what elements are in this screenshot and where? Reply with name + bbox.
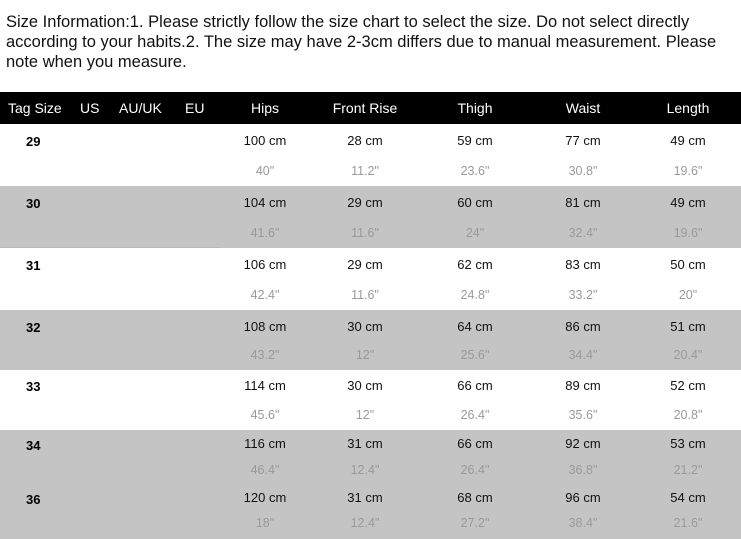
waist-cm-cell: 96 cm [565, 490, 601, 505]
header-thigh: Thigh [457, 100, 493, 116]
hips-cm-cell: 116 cm [244, 436, 286, 451]
thigh-inch-cell: 26.4" [460, 463, 490, 477]
front-rise-cm-cell: 29 cm [347, 257, 383, 272]
hips-inch-cell: 42.4" [250, 288, 280, 302]
tag-size-cell: 34 [26, 438, 41, 453]
length-inch-cell: 21.2" [673, 463, 703, 477]
header-us: US [80, 100, 100, 116]
hips-inch-cell: 46.4" [250, 463, 280, 477]
waist-cm-cell: 83 cm [565, 257, 601, 272]
length-cm-cell: 54 cm [670, 490, 706, 505]
size-information-text: Size Information:1. Please strictly follow the size chart to select the size. Do not select directly according to your habits.2. The size may have 2-3cm differs due to manual measurement. Please note when you measure. [6, 13, 717, 71]
header-front-rise: Front Rise [332, 100, 398, 116]
thigh-inch-cell: 24.8" [460, 288, 490, 302]
header-waist: Waist [565, 100, 601, 116]
waist-cm-cell: 89 cm [565, 378, 601, 393]
waist-inch-cell: 36.8" [568, 463, 598, 477]
tag-size-cell: 29 [26, 134, 41, 149]
front-rise-inch-cell: 11.6" [351, 288, 379, 302]
length-cm-cell: 52 cm [670, 378, 706, 393]
front-rise-cm-cell: 31 cm [347, 436, 383, 451]
waist-inch-cell: 30.8" [568, 164, 598, 178]
length-cm-cell: 53 cm [670, 436, 706, 451]
front-rise-inch-cell: 12" [355, 408, 375, 422]
waist-cm-cell: 77 cm [565, 133, 601, 148]
tag-size-cell: 30 [26, 196, 41, 211]
length-inch-cell: 19.6" [673, 226, 703, 240]
thigh-cm-cell: 62 cm [457, 257, 493, 272]
length-cm-cell: 50 cm [670, 257, 706, 272]
thigh-cm-cell: 60 cm [457, 195, 493, 210]
front-rise-inch-cell: 12" [355, 348, 375, 362]
thigh-inch-cell: 23.6" [460, 164, 490, 178]
front-rise-inch-cell: 11.2" [351, 164, 379, 178]
thigh-inch-cell: 25.6" [460, 348, 490, 362]
front-rise-inch-cell: 12.4" [350, 463, 380, 477]
front-rise-cm-cell: 30 cm [347, 378, 383, 393]
tag-size-cell: 31 [26, 258, 41, 273]
front-rise-cm-cell: 28 cm [347, 133, 383, 148]
front-rise-inch-cell: 11.6" [351, 226, 379, 240]
thigh-cm-cell: 68 cm [457, 490, 493, 505]
length-inch-cell: 19.6" [673, 164, 703, 178]
waist-inch-cell: 33.2" [568, 288, 598, 302]
waist-inch-cell: 32.4" [568, 226, 598, 240]
table-row [0, 186, 741, 248]
front-rise-cm-cell: 30 cm [347, 319, 383, 334]
hips-cm-cell: 120 cm [243, 490, 287, 505]
waist-cm-cell: 86 cm [565, 319, 601, 334]
header-length: Length [666, 100, 710, 116]
thigh-cm-cell: 59 cm [457, 133, 493, 148]
tag-size-cell: 32 [26, 320, 41, 335]
length-cm-cell: 49 cm [670, 195, 706, 210]
length-cm-cell: 51 cm [670, 319, 706, 334]
thigh-inch-cell: 27.2" [460, 516, 490, 530]
waist-inch-cell: 38.4" [568, 516, 598, 530]
table-row [0, 124, 741, 186]
hips-inch-cell: 43.2" [250, 348, 280, 362]
thigh-cm-cell: 66 cm [457, 436, 493, 451]
hips-cm-cell: 114 cm [244, 378, 286, 393]
hips-cm-cell: 106 cm [243, 257, 287, 272]
header-eu: EU [185, 100, 205, 116]
length-inch-cell: 20.8" [673, 408, 703, 422]
table-row [0, 310, 741, 370]
hips-inch-cell: 41.6" [250, 226, 280, 240]
waist-cm-cell: 81 cm [565, 195, 601, 210]
waist-inch-cell: 34.4" [568, 348, 598, 362]
hips-cm-cell: 104 cm [243, 195, 287, 210]
front-rise-inch-cell: 12.4" [350, 516, 380, 530]
front-rise-cm-cell: 31 cm [347, 490, 383, 505]
header-hips: Hips [250, 100, 280, 116]
length-inch-cell: 20" [678, 288, 698, 302]
thigh-cm-cell: 64 cm [457, 319, 493, 334]
tag-size-cell: 36 [26, 492, 41, 507]
waist-cm-cell: 92 cm [565, 436, 601, 451]
hips-inch-cell: 18" [255, 516, 275, 530]
thigh-inch-cell: 24" [465, 226, 485, 240]
hips-inch-cell: 45.6" [250, 408, 280, 422]
length-inch-cell: 20.4" [673, 348, 703, 362]
waist-inch-cell: 35.6" [568, 408, 598, 422]
hips-cm-cell: 108 cm [243, 319, 287, 334]
table-row [0, 370, 741, 430]
tag-size-cell: 33 [26, 379, 41, 394]
header-tag-size: Tag Size [8, 100, 62, 116]
hips-inch-cell: 40" [255, 164, 275, 178]
length-cm-cell: 49 cm [670, 133, 706, 148]
length-inch-cell: 21.6" [673, 516, 703, 530]
thigh-inch-cell: 26.4" [460, 408, 490, 422]
thigh-cm-cell: 66 cm [457, 378, 493, 393]
header-au-uk: AU/UK [119, 100, 162, 116]
hips-cm-cell: 100 cm [243, 133, 287, 148]
table-row [0, 248, 741, 310]
front-rise-cm-cell: 29 cm [347, 195, 383, 210]
table-row [0, 430, 741, 539]
table-header [0, 92, 741, 124]
